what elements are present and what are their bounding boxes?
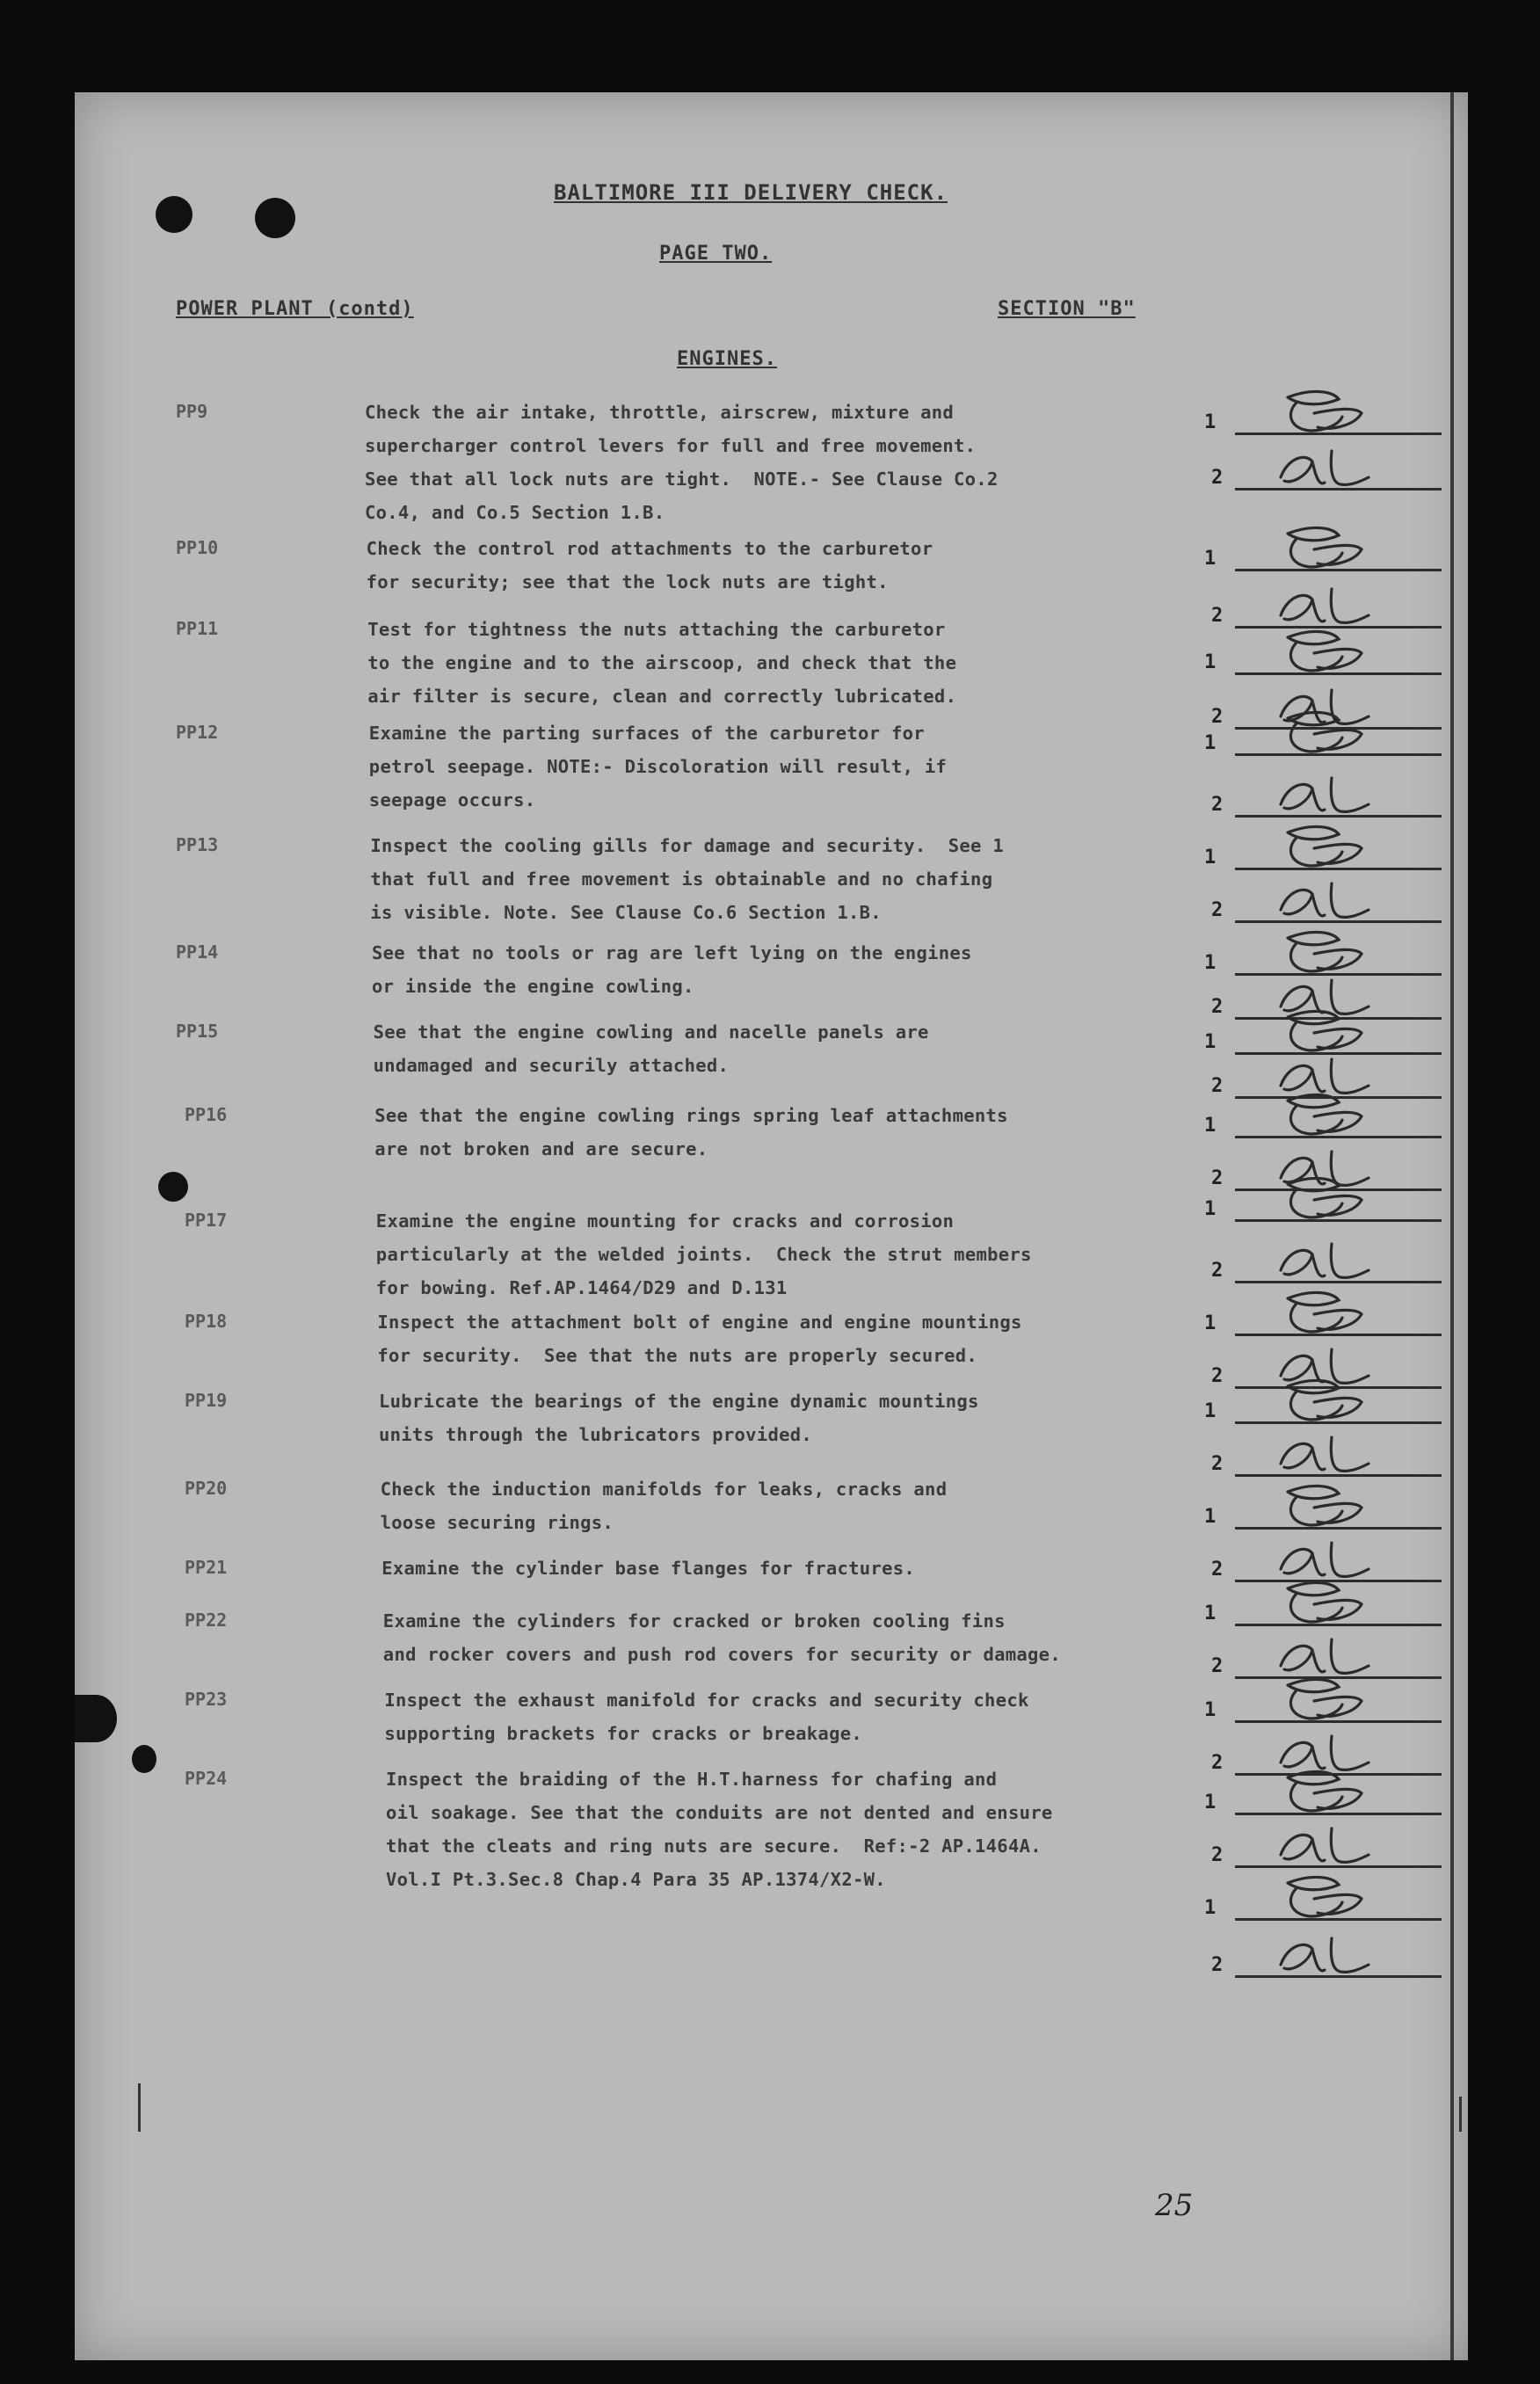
item-description-line: for bowing. Ref.AP.1464/D29 and D.131 — [375, 1277, 788, 1298]
signoff-number: 2 — [1211, 1655, 1224, 1677]
item-code: PP23 — [185, 1689, 228, 1710]
item-description-line: Examine the engine mounting for cracks and corrosion — [375, 1210, 955, 1232]
item-description-line: Inspect the braiding of the H.T.harness for chafing and — [386, 1769, 998, 1790]
initials-signature — [1270, 1376, 1376, 1428]
signoff-number: 1 — [1204, 1031, 1217, 1053]
document-title: BALTIMORE III DELIVERY CHECK. — [554, 180, 948, 205]
signoff-number: 2 — [1211, 1075, 1224, 1097]
punch-hole — [158, 1172, 188, 1202]
item-description — [372, 936, 972, 1003]
initials-signature — [1270, 1930, 1376, 1982]
item-description-line: Inspect the exhaust manifold for cracks and security check — [384, 1690, 1029, 1711]
signoff-number: 1 — [1204, 1115, 1217, 1137]
signoff-number: 1 — [1204, 651, 1217, 673]
item-code: PP24 — [185, 1768, 228, 1789]
punch-hole — [132, 1745, 156, 1773]
initials-signature — [1270, 769, 1376, 822]
item-description — [377, 1305, 1021, 1372]
item-description — [383, 1604, 1061, 1671]
item-description-line: Inspect the attachment bolt of engine and engine mountings — [377, 1312, 1022, 1333]
item-description-line: that full and free movement is obtainable and no chafing — [370, 869, 993, 890]
signoff-number: 2 — [1211, 899, 1224, 921]
signoff-number: 2 — [1211, 1365, 1224, 1387]
item-description-line: Inspect the cooling gills for damage and security. See 1 — [370, 835, 1004, 856]
signoff-number: 1 — [1204, 1506, 1217, 1528]
item-description-line: Check the control rod attachments to the carburetor — [366, 538, 933, 559]
initials-signature — [1270, 523, 1376, 576]
signoff-number: 2 — [1211, 794, 1224, 816]
document-page — [75, 92, 1468, 2360]
item-code: PP12 — [176, 722, 219, 743]
item-description — [384, 1683, 1028, 1750]
initials-signature — [1270, 1820, 1376, 1872]
item-description-line: that the cleats and ring nuts are secure. Ref:-2 AP.1464A. — [386, 1835, 1042, 1857]
item-description-line: Lubricate the bearings of the engine dynamic mountings — [379, 1391, 979, 1412]
item-code: PP14 — [176, 941, 219, 963]
signoff-number: 1 — [1204, 952, 1217, 974]
signoff-number: 2 — [1211, 605, 1224, 627]
item-description-line: supporting brackets for cracks or breakage. — [384, 1723, 862, 1744]
item-code: PP10 — [176, 537, 219, 558]
signoff-number: 2 — [1211, 1167, 1224, 1189]
initials-signature — [1270, 1481, 1376, 1534]
item-description — [381, 1472, 948, 1539]
signoff-number: 1 — [1204, 732, 1217, 754]
signoff-number: 1 — [1204, 1603, 1217, 1624]
item-description-line: to the engine and to the airscoop, and check that the — [367, 652, 957, 673]
initials-signature — [1270, 1174, 1376, 1226]
signoff-number: 1 — [1204, 1312, 1217, 1334]
item-description-line: Examine the parting surfaces of the carburetor for — [368, 723, 925, 744]
item-description-line: for security. See that the nuts are properly secured. — [377, 1345, 978, 1366]
item-description-line: or inside the engine cowling. — [372, 976, 694, 997]
section-right-label: SECTION "B" — [998, 298, 1136, 320]
margin-mark — [1459, 2097, 1462, 2132]
item-description-line: Test for tightness the nuts attaching the carburetor — [367, 619, 946, 640]
initials-signature — [1270, 627, 1376, 680]
signoff-number: 1 — [1204, 1400, 1217, 1422]
item-description-line: seepage occurs. — [368, 789, 536, 810]
initials-signature — [1270, 387, 1376, 440]
signoff-number: 2 — [1211, 1559, 1224, 1581]
signoff-number: 2 — [1211, 467, 1224, 489]
item-description-line: Examine the cylinders for cracked or broken cooling fins — [382, 1610, 1006, 1632]
item-description-line: See that the engine cowling and nacelle panels are — [373, 1021, 929, 1043]
item-code: PP15 — [176, 1021, 219, 1042]
item-description — [381, 1552, 915, 1585]
item-description — [386, 1763, 1053, 1896]
item-description-line: air filter is secure, clean and correctly lubricated. — [367, 686, 957, 707]
item-description — [367, 532, 933, 599]
item-description-line: Examine the cylinder base flanges for fractures. — [381, 1558, 916, 1579]
item-description — [376, 1204, 1032, 1305]
punch-hole — [75, 1695, 117, 1742]
initials-signature — [1270, 1428, 1376, 1481]
signoff-number: 1 — [1204, 411, 1217, 433]
initials-signature — [1270, 442, 1376, 495]
item-code: PP13 — [176, 834, 219, 855]
page-mark-text: 25 — [1155, 2188, 1194, 2223]
item-description-line: See that all lock nuts are tight. NOTE.- See Clause Co.2 — [365, 469, 999, 490]
item-description — [374, 1015, 929, 1082]
item-code: PP17 — [185, 1210, 228, 1231]
initials-signature — [1270, 1288, 1376, 1341]
signoff-number: 1 — [1204, 1792, 1217, 1813]
initials-signature — [1270, 708, 1376, 760]
signoff-number: 2 — [1211, 1954, 1224, 1976]
item-code: PP9 — [176, 401, 208, 422]
signoff-number: 2 — [1211, 1453, 1224, 1475]
signoff-number: 2 — [1211, 706, 1224, 728]
item-description-line: See that no tools or rag are left lying on the engines — [372, 942, 972, 963]
item-description-line: oil soakage. See that the conduits are not dented and ensure — [386, 1802, 1053, 1823]
item-description-line: See that the engine cowling rings spring leaf attachments — [374, 1105, 1008, 1126]
item-description-line: Check the air intake, throttle, airscrew, mixture and — [365, 402, 955, 423]
item-description — [379, 1385, 979, 1451]
item-description-line: Vol.I Pt.3.Sec.8 Chap.4 Para 35 AP.1374/X2-W. — [386, 1869, 886, 1890]
item-description — [365, 396, 999, 529]
item-code: PP18 — [185, 1311, 228, 1332]
item-description-line: units through the lubricators provided. — [379, 1424, 813, 1445]
item-code: PP20 — [185, 1478, 228, 1499]
signoff-number: 1 — [1204, 847, 1217, 869]
initials-signature — [1270, 1872, 1376, 1925]
signoff-number: 2 — [1211, 1260, 1224, 1282]
item-description-line: is visible. Note. See Clause Co.6 Section 1.B. — [370, 902, 882, 923]
margin-mark — [138, 2083, 141, 2132]
initials-signature — [1270, 1675, 1376, 1727]
signoff-number: 1 — [1204, 1198, 1217, 1220]
item-description-line: loose securing rings. — [380, 1512, 614, 1533]
item-code: PP19 — [185, 1390, 228, 1411]
signoff-number: 1 — [1204, 1699, 1217, 1721]
punch-hole — [255, 198, 295, 238]
item-code: PP22 — [185, 1610, 228, 1631]
item-code: PP21 — [185, 1557, 228, 1578]
initials-signature — [1270, 1090, 1376, 1143]
section-left-label: POWER PLANT (contd) — [176, 298, 414, 320]
item-description-line: are not broken and are secure. — [374, 1138, 708, 1159]
item-description-line: Check the induction manifolds for leaks, cracks and — [380, 1479, 948, 1500]
signoff-number: 2 — [1211, 1752, 1224, 1774]
item-description-line: particularly at the welded joints. Check the strut members — [375, 1244, 1032, 1265]
initials-signature — [1270, 875, 1376, 927]
item-description-line: undamaged and securily attached. — [373, 1055, 730, 1076]
signoff-number: 1 — [1204, 1897, 1217, 1919]
page-edge-line — [1450, 92, 1454, 2360]
signoff-number: 2 — [1211, 996, 1224, 1018]
item-code: PP11 — [176, 618, 219, 639]
initials-signature — [1270, 1767, 1376, 1820]
section-heading: ENGINES. — [677, 348, 777, 370]
item-description — [374, 1099, 1008, 1166]
page-label: PAGE TWO. — [659, 243, 773, 265]
initials-signature — [1270, 822, 1376, 875]
punch-hole — [156, 196, 192, 233]
item-description — [369, 716, 947, 817]
item-description-line: Co.4, and Co.5 Section 1.B. — [365, 502, 665, 523]
initials-signature — [1270, 1235, 1376, 1288]
initials-signature — [1270, 1578, 1376, 1631]
item-description-line: petrol seepage. NOTE:- Discoloration will result, if — [368, 756, 948, 777]
item-description-line: for security; see that the lock nuts are tight. — [366, 571, 889, 592]
item-description-line: and rocker covers and push rod covers for security or damage. — [382, 1644, 1061, 1665]
initials-signature — [1270, 580, 1376, 633]
page-mark — [1151, 2167, 1204, 2228]
item-description — [367, 613, 956, 713]
signoff-number: 2 — [1211, 1844, 1224, 1866]
item-description — [370, 829, 1004, 929]
signoff-number: 1 — [1204, 548, 1217, 570]
item-code: PP16 — [185, 1104, 228, 1125]
item-description-line: supercharger control levers for full and free movement. — [365, 435, 977, 456]
